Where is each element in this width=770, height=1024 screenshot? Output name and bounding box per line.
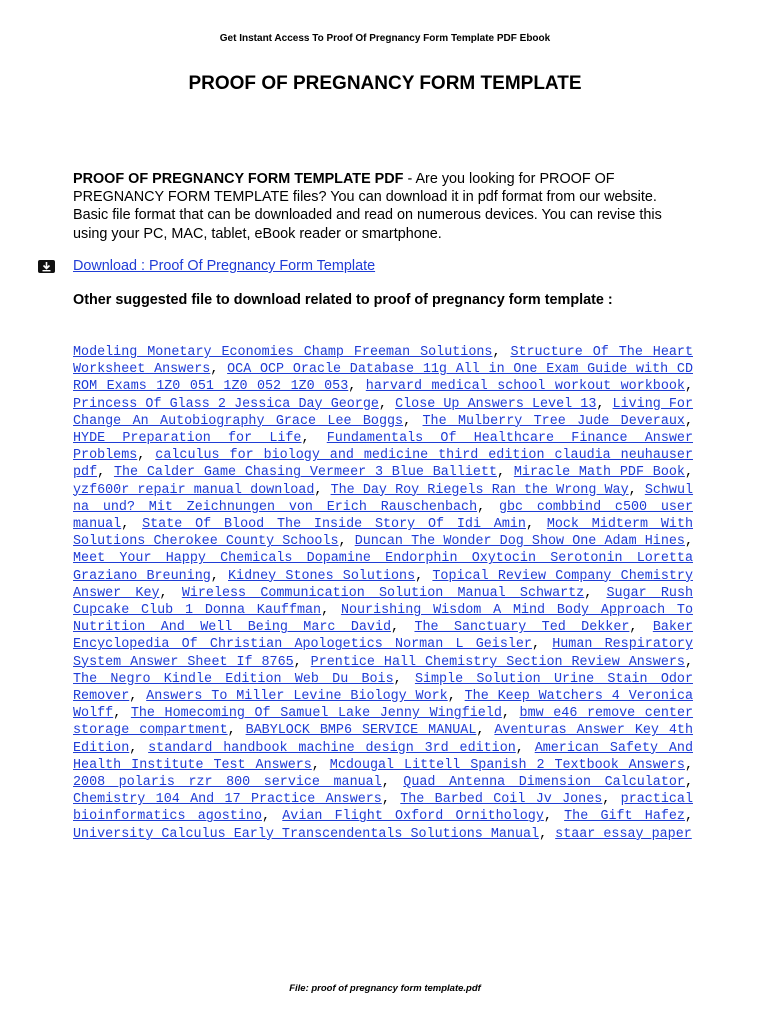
- link-separator: ,: [321, 603, 341, 619]
- link-separator: ,: [415, 568, 433, 584]
- link-separator: ,: [543, 809, 565, 825]
- suggested-link[interactable]: Duncan The Wonder Dog Show One Adam Hines: [354, 534, 685, 550]
- suggested-link[interactable]: Answers To Miller Levine Biology Work: [146, 689, 448, 705]
- suggested-link[interactable]: The Keep Watchers 4 Veronica Wolff: [73, 689, 694, 722]
- top-banner: Get Instant Access To Proof Of Pregnancy Form Template PDF Ebook: [219, 33, 551, 44]
- intro-bold-lead: PROOF OF PREGNANCY FORM TEMPLATE PDF: [73, 171, 404, 187]
- suggested-link[interactable]: bmw e46 remove center storage compartment: [73, 706, 694, 739]
- link-separator: ,: [684, 413, 693, 429]
- link-separator: ,: [684, 379, 693, 395]
- link-separator: ,: [684, 775, 694, 791]
- suggested-link[interactable]: Modeling Monetary Economies Champ Freeman Solutions: [73, 345, 493, 360]
- suggested-link[interactable]: Nourishing Wisdom A Mind Body Approach To Nutrition And Well Being Marc David: [73, 603, 693, 636]
- suggested-link[interactable]: The Barbed Coil Jv Jones: [400, 792, 603, 808]
- download-icon[interactable]: [38, 260, 55, 273]
- suggested-link[interactable]: Chemistry 104 And 17 Practice Answers: [73, 792, 382, 808]
- link-separator: ,: [596, 396, 613, 412]
- link-separator: ,: [210, 362, 228, 378]
- suggested-link[interactable]: Kidney Stones Solutions: [228, 568, 416, 584]
- suggested-link[interactable]: Aventuras Answer Key 4th Edition: [73, 723, 693, 756]
- suggested-link[interactable]: Meet Your Happy Chemicals Dopamine Endorphin Oxytocin Serotonin Loretta Graziano Breuning: [73, 551, 693, 584]
- link-separator: ,: [129, 740, 149, 756]
- link-separator: ,: [314, 482, 331, 498]
- suggested-link[interactable]: standard handbook machine design 3rd edition: [148, 740, 516, 756]
- download-link[interactable]: Download : Proof Of Pregnancy Form Template: [73, 258, 376, 274]
- suggested-link[interactable]: staar essay paper: [555, 826, 692, 842]
- link-separator: ,: [492, 345, 511, 360]
- link-separator: ,: [159, 585, 182, 601]
- suggested-link[interactable]: The Gift Hafez: [564, 809, 685, 825]
- link-separator: ,: [121, 517, 143, 533]
- suggested-link[interactable]: BABYLOCK BMP6 SERVICE MANUAL: [245, 723, 477, 739]
- link-separator: ,: [262, 809, 283, 825]
- link-separator: ,: [393, 671, 415, 687]
- link-separator: ,: [97, 465, 114, 481]
- download-row: [38, 256, 738, 278]
- suggested-link[interactable]: Princess Of Glass 2 Jessica Day George: [73, 396, 379, 412]
- link-separator: ,: [348, 379, 366, 395]
- link-separator: ,: [531, 637, 553, 653]
- link-separator: ,: [403, 413, 423, 429]
- link-separator: ,: [497, 465, 514, 481]
- link-separator: ,: [602, 792, 621, 808]
- suggested-link[interactable]: Miracle Math PDF Book: [513, 465, 685, 481]
- suggested-link[interactable]: HYDE Preparation for Life: [73, 431, 302, 447]
- suggested-link[interactable]: Close Up Answers Level 13: [395, 396, 597, 412]
- suggested-link[interactable]: Prentice Hall Chemistry Section Review Answers: [310, 654, 685, 670]
- link-separator: ,: [539, 826, 556, 842]
- link-separator: ,: [501, 706, 520, 722]
- suggested-link[interactable]: practical bioinformatics agostino: [73, 792, 693, 825]
- suggested-link[interactable]: OCA OCP Oracle Database 11g All in One Exam Guide with CD ROM Exams 1Z0 051 1Z0 052 1Z0 053: [73, 362, 693, 395]
- link-separator: ,: [684, 809, 694, 825]
- suggested-link[interactable]: Baker Encyclopedia Of Christian Apologetics Norman L Geisler: [73, 620, 694, 653]
- suggested-link[interactable]: 2008 polaris rzr 800 service manual: [73, 775, 382, 791]
- link-separator: ,: [391, 620, 415, 636]
- link-separator: ,: [628, 482, 645, 498]
- suggested-link[interactable]: Wireless Communication Solution Manual Schwartz: [181, 585, 585, 601]
- suggested-link[interactable]: Mock Midterm With Solutions Cherokee County Schools: [73, 517, 694, 550]
- suggested-link[interactable]: The Day Roy Riegels Ran the Wrong Way: [330, 482, 629, 498]
- link-separator: ,: [338, 534, 355, 550]
- suggested-links-list: [73, 344, 693, 843]
- link-separator: ,: [525, 517, 547, 533]
- link-separator: ,: [137, 448, 156, 464]
- intro-body: - Are you looking for PROOF OF PREGNANCY FORM TEMPLATE files? You can download it in pdf format from our website. Basic file format that can be downloaded and read on numerous devices. You can revise this using your PC, MAC, tablet, eBook reader or smartphone.: [73, 171, 662, 242]
- suggested-link[interactable]: Living For Change An Autobiography Grace Lee Boggs: [73, 396, 693, 429]
- suggested-heading: Other suggested file to download related to proof of pregnancy form template :: [73, 292, 613, 308]
- link-separator: ,: [684, 654, 693, 670]
- link-separator: ,: [301, 431, 327, 447]
- suggested-link[interactable]: American Safety And Health Institute Test Answers: [73, 740, 693, 773]
- link-separator: ,: [684, 534, 693, 550]
- suggested-link[interactable]: The Negro Kindle Edition Web Du Bois: [73, 671, 394, 687]
- link-separator: ,: [227, 723, 246, 739]
- suggested-link[interactable]: Structure Of The Heart Worksheet Answers: [73, 345, 693, 378]
- suggested-link[interactable]: State Of Blood The Inside Story Of Idi Amin: [142, 517, 526, 533]
- link-separator: ,: [477, 499, 499, 515]
- suggested-link[interactable]: gbc combbind c500 user manual: [73, 499, 693, 533]
- suggested-link[interactable]: Simple Solution Urine Stain Odor Remover: [73, 671, 693, 705]
- link-separator: ,: [381, 775, 404, 791]
- link-separator: ,: [210, 568, 228, 584]
- link-separator: ,: [381, 792, 401, 808]
- link-separator: ,: [476, 723, 495, 739]
- suggested-link[interactable]: Human Respiratory System Answer Sheet If 8765: [73, 637, 693, 670]
- suggested-link[interactable]: University Calculus Early Transcendentals Solutions Manual: [73, 826, 540, 842]
- suggested-link[interactable]: The Homecoming Of Samuel Lake Jenny Wingfield: [130, 706, 502, 722]
- link-separator: ,: [447, 689, 465, 705]
- suggested-link[interactable]: The Calder Game Chasing Vermeer 3 Blue Balliett: [113, 465, 498, 481]
- suggested-link[interactable]: harvard medical school workout workbook: [365, 379, 685, 395]
- link-separator: ,: [311, 757, 330, 773]
- link-separator: ,: [293, 654, 311, 670]
- link-separator: ,: [129, 689, 147, 705]
- link-separator: ,: [684, 465, 693, 481]
- intro-paragraph: [73, 170, 688, 243]
- suggested-link[interactable]: The Mulberry Tree Jude Deveraux: [422, 413, 685, 429]
- suggested-link[interactable]: Mcdougal Littell Spanish 2 Textbook Answers: [329, 757, 685, 773]
- suggested-link[interactable]: Fundamentals Of Healthcare Finance Answer Problems: [73, 431, 693, 464]
- suggested-link[interactable]: Quad Antenna Dimension Calculator: [403, 775, 685, 791]
- link-separator: ,: [629, 620, 653, 636]
- link-separator: ,: [684, 757, 693, 773]
- suggested-link[interactable]: Schwul na und? Mit Zeichnungen von Erich Rauschenbach: [73, 482, 694, 515]
- link-separator: ,: [113, 706, 131, 722]
- suggested-link[interactable]: Avian Flight Oxford Ornithology: [282, 809, 544, 825]
- suggested-link[interactable]: yzf600r repair manual download: [73, 482, 315, 498]
- link-separator: ,: [515, 740, 535, 756]
- link-separator: ,: [584, 585, 607, 601]
- suggested-link[interactable]: Topical Review Company Chemistry Answer Key: [73, 568, 693, 601]
- suggested-link[interactable]: The Sanctuary Ted Dekker: [414, 620, 630, 636]
- suggested-link[interactable]: Sugar Rush Cupcake Club 1 Donna Kauffman: [73, 585, 694, 619]
- suggested-link[interactable]: calculus for biology and medicine third edition claudia neuhauser pdf: [73, 448, 693, 481]
- link-separator: ,: [378, 396, 396, 412]
- footer-file-label: File: proof of pregnancy form template.pdf: [289, 983, 481, 994]
- document-title: PROOF OF PREGNANCY FORM TEMPLATE: [188, 73, 582, 94]
